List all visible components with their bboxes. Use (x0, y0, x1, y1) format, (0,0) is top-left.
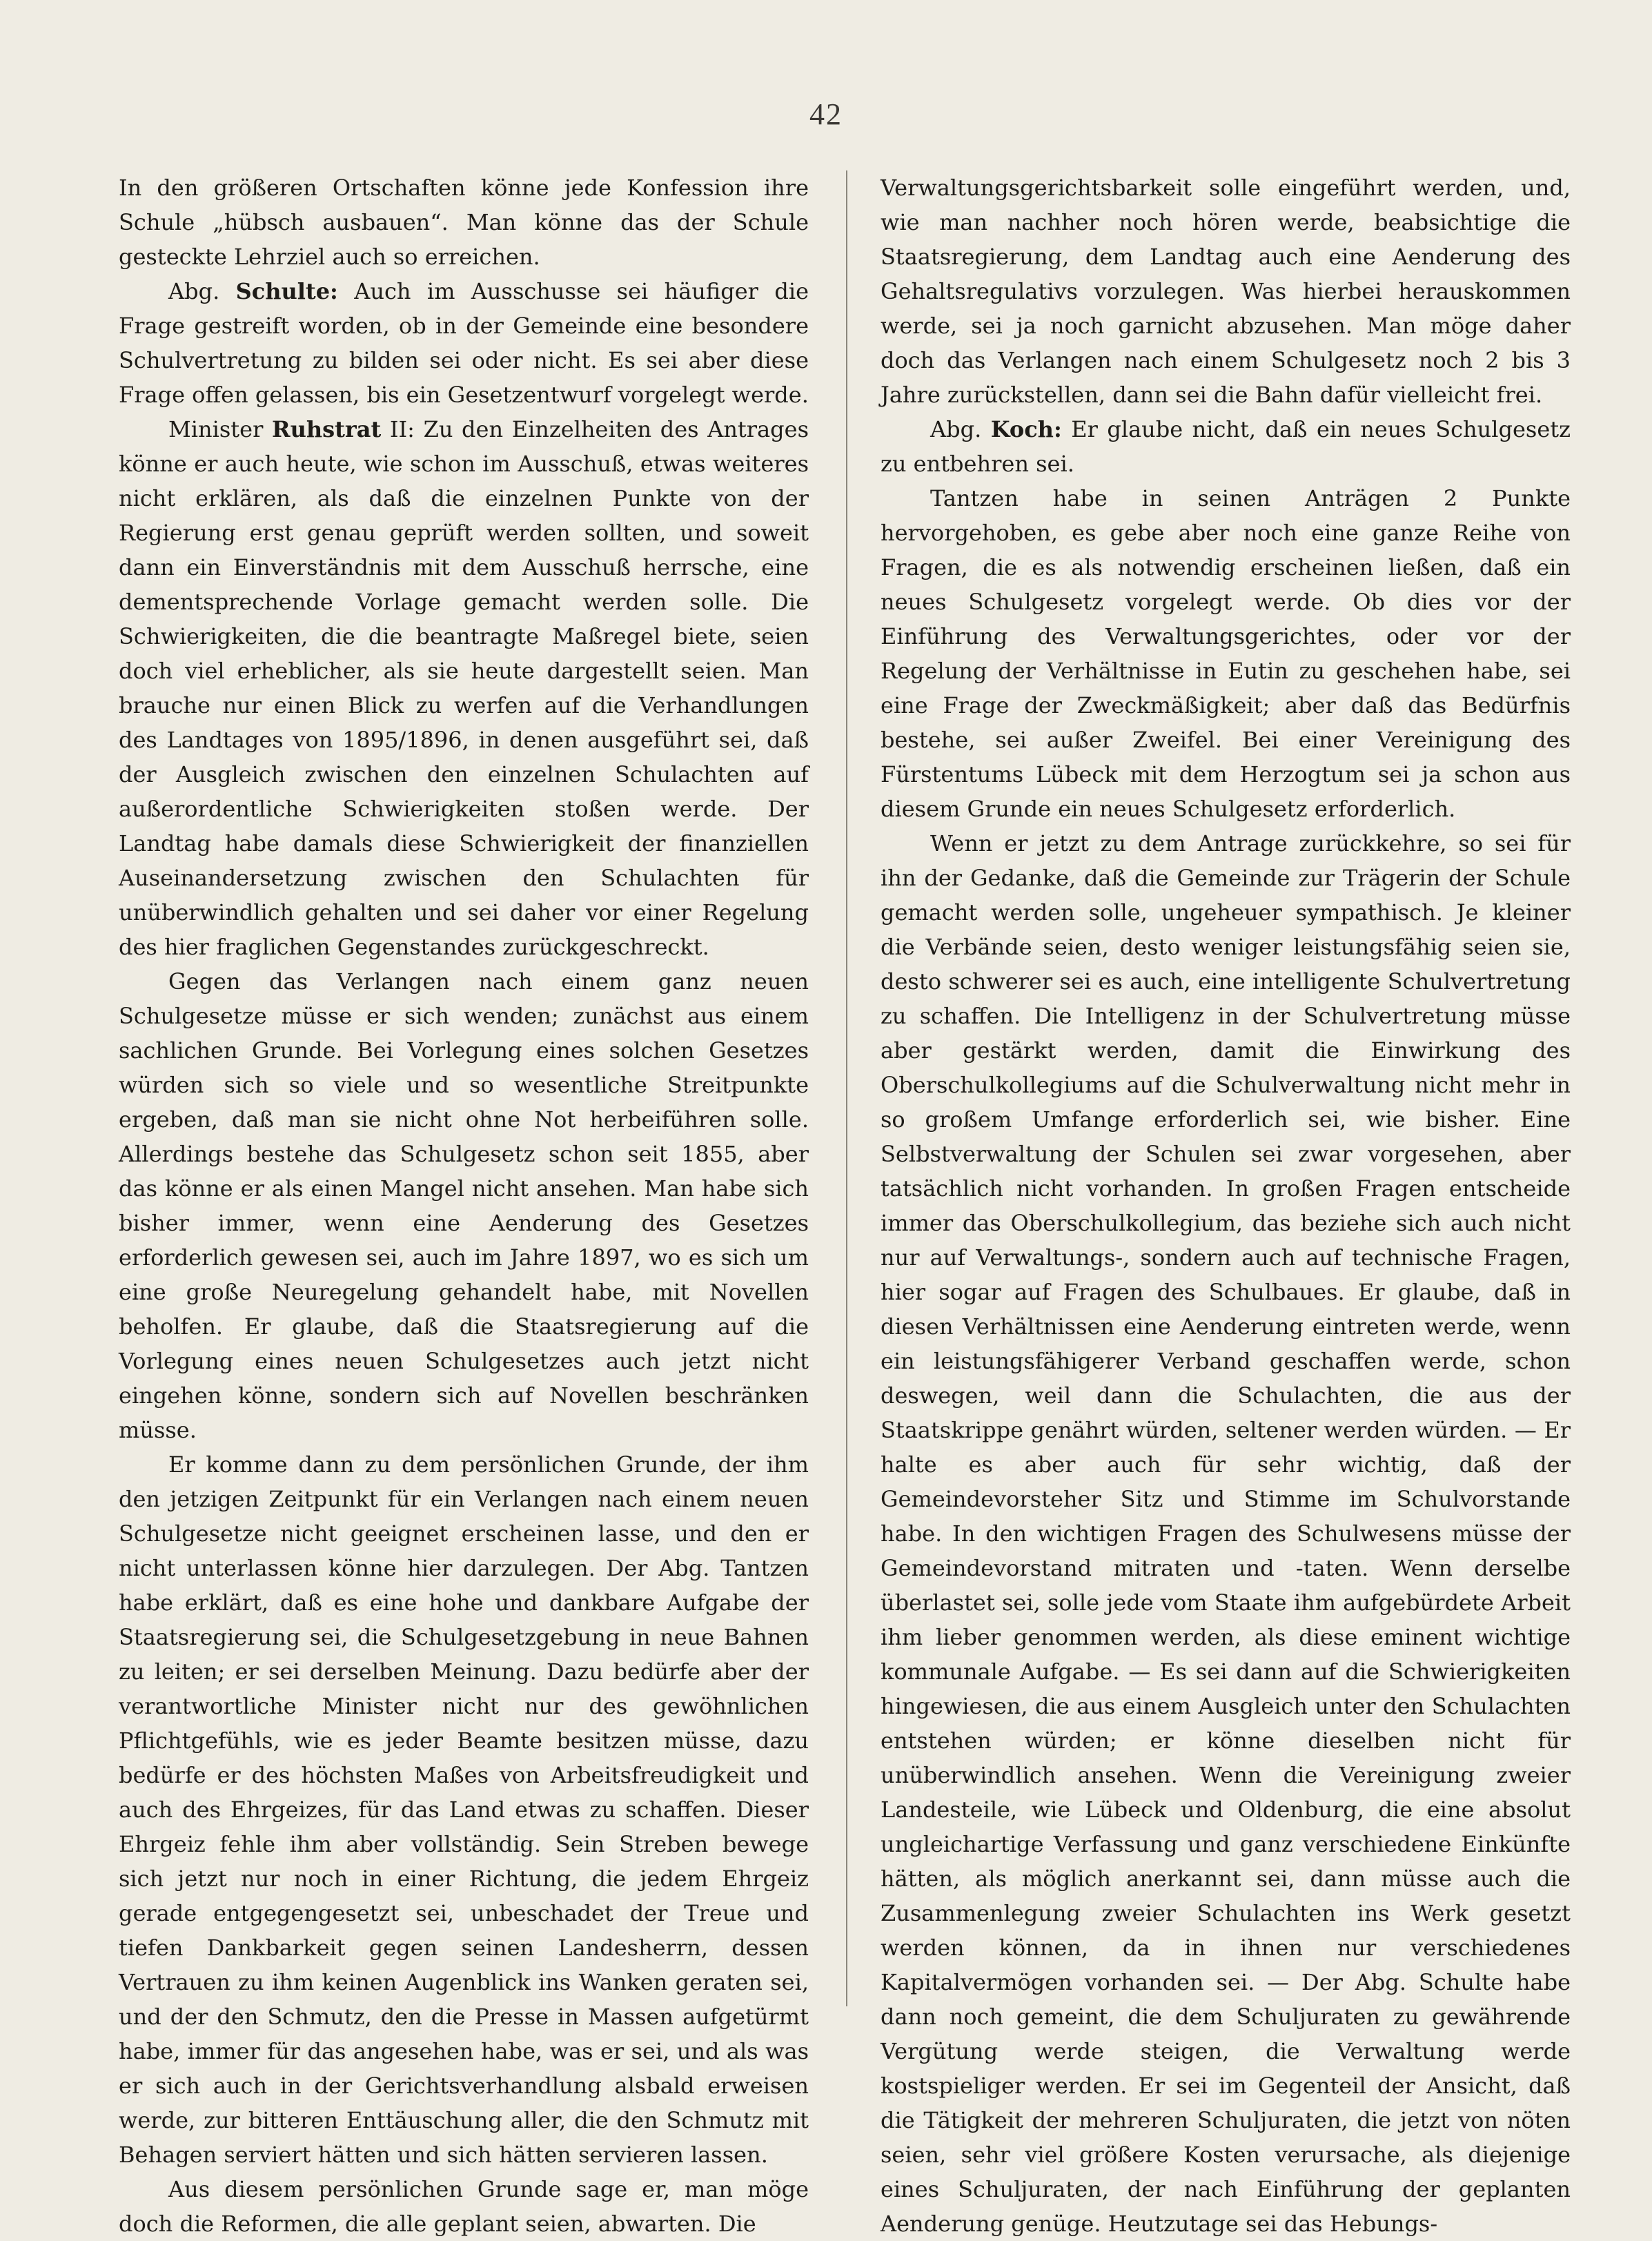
paragraph-text: Verwaltungsgerichtsbarkeit solle eingeführt werden, und, wie man nachher noch hören werde, beabsichtige die Staatsregierung, dem Landtag auch eine Aenderung des Gehaltsregulativs vorzulegen. Was hierbei herauskommen werde, sei ja noch garnicht abzusehen. Man möge daher doch das Verlangen nach einem Schulgesetz noch 2 bis 3 Jahre zurückstellen, dann sei die Bahn dafür vielleicht frei. (881, 175, 1571, 408)
paragraph (881, 826, 1571, 2241)
speaker-prefix: Abg. (168, 278, 236, 304)
speaker-name: Schulte: (235, 278, 338, 304)
speaker-prefix: Minister (168, 416, 272, 442)
column-divider (846, 170, 847, 2006)
right-column (881, 170, 1571, 2237)
paragraph-text: Gegen das Verlangen nach einem ganz neuen Schulgesetze müsse er sich wenden; zunächst aus einem sachlichen Grunde. Bei Vorlegung eines solchen Gesetzes würden sich so viele und so wesentliche Streitpunkte ergeben, daß man sie nicht ohne Not herbeiführen solle. Allerdings bestehe das Schulgesetz schon seit 1855, aber das könne er als einen Mangel nicht ansehen. Man habe sich bisher immer, wenn eine Aenderung des Gesetzes erforderlich gewesen sei, auch im Jahre 1897, wo es sich um eine große Neuregelung gehandelt habe, mit Novellen beholfen. Er glaube, daß die Staatsregierung auf die Vorlegung eines neuen Schulgesetzes auch jetzt nicht eingehen könne, sondern sich auf Novellen beschränken müsse. (119, 968, 809, 1443)
paragraph-text: Er glaube nicht, daß ein neues Schulgesetz zu entbehren sei. (881, 416, 1571, 477)
paragraph (119, 274, 809, 412)
paragraph-text: Wenn er jetzt zu dem Antrage zurückkehre, so sei für ihn der Gedanke, daß die Gemeinde zur Trägerin der Schule gemacht werden solle, ungeheuer sympathisch. Je kleiner die Verbände seien, desto weniger leistungsfähig seien sie, desto schwerer sei es auch, eine intelligente Schulvertretung zu schaffen. Die Intelligenz in der Schulvertretung müsse aber gestärkt werden, damit die Einwirkung des Oberschulkollegiums auf die Schulverwaltung nicht mehr in so großem Umfange erforderlich sei, wie bisher. Eine Selbstverwaltung der Schulen sei zwar vorgesehen, aber tatsächlich nicht vorhanden. In großen Fragen entscheide immer das Oberschulkollegium, das beziehe sich auch nicht nur auf Verwaltungs-, sondern auch auf technische Fragen, hier sogar auf Fragen des Schulbaues. Er glaube, daß in diesen Verhältnissen eine Aenderung eintreten werde, wenn ein leistungsfähigerer Verband geschaffen werde, schon deswegen, weil dann die Schulachten, die aus der Staatskrippe genährt würden, seltener werden würden. — Er halte es aber auch für sehr wichtig, daß der Gemeindevorsteher Sitz und Stimme im Schulvorstande habe. In den wichtigen Fragen des Schulwesens müsse der Gemeindevorstand mitraten und -taten. Wenn derselbe überlastet sei, solle jede vom Staate ihm aufgebürdete Arbeit ihm lieber genommen werden, als diese eminent wichtige kommunale Aufgabe. — Es sei dann auf die Schwierigkeiten hingewiesen, die aus einem Ausgleich unter den Schulachten entstehen würden; er könne dieselben nicht für unüberwindlich ansehen. Wenn die Vereinigung zweier Landesteile, wie Lübeck und Oldenburg, die eine absolut ungleichartige Verfassung und ganz verschiedene Einkünfte hätten, als möglich anerkannt sei, dann müsse auch die Zusammenlegung zweier Schulachten ins Werk gesetzt werden können, da in ihnen nur verschiedenes Kapitalvermögen vorhanden sei. — Der Abg. Schulte habe dann noch gemeint, die dem Schuljuraten zu gewährende Vergütung werde steigen, die Verwaltung werde kostspieliger werden. Er sei im Gegenteil der Ansicht, daß die Tätigkeit der mehreren Schuljuraten, die jetzt von nöten seien, sehr viel größere Kosten verursache, als diejenige eines Schuljuraten, der nach Einführung der geplanten Aenderung genüge. Heutzutage sei das Hebungs- (881, 830, 1571, 2237)
paragraph (119, 2172, 809, 2241)
paragraph-text: Tantzen habe in seinen Anträgen 2 Punkte hervorgehoben, es gebe aber noch eine ganze Reihe von Fragen, die es als notwendig erscheinen ließen, daß ein neues Schulgesetz vorgelegt werde. Ob dies vor der Einführung des Verwaltungsgerichtes, oder vor der Regelung der Verhältnisse in Eutin zu geschehen habe, sei eine Frage der Zweckmäßigkeit; aber daß das Bedürfnis bestehe, sei außer Zweifel. Bei einer Vereinigung des Fürstentums Lübeck mit dem Herzogtum sei ja schon aus diesem Grunde ein neues Schulgesetz erforderlich. (881, 485, 1571, 822)
speaker-name: Koch: (990, 416, 1062, 442)
paragraph (881, 481, 1571, 826)
paragraph (119, 412, 809, 964)
paragraph (119, 170, 809, 274)
paragraph-text: In den größeren Ortschaften könne jede Konfession ihre Schule „hübsch ausbauen“. Man könne das der Schule gesteckte Lehrziel auch so erreichen. (119, 175, 809, 270)
paragraph-text: II: Zu den Einzelheiten des Antrages könne er auch heute, wie schon im Ausschuß, etwas weiteres nicht erklären, als daß die einzelnen Punkte von der Regierung erst genau geprüft werden sollten, und soweit dann ein Einverständnis mit dem Ausschuß herrsche, eine dementsprechende Vorlage gemacht werden solle. Die Schwierigkeiten, die die beantragte Maßregel biete, seien doch viel erheblicher, als sie heute dargestellt seien. Man brauche nur einen Blick zu werfen auf die Verhandlungen des Landtages von 1895/1896, in denen ausgeführt sei, daß der Ausgleich zwischen den einzelnen Schulachten auf außerordentliche Schwierigkeiten stoßen werde. Der Landtag habe damals diese Schwierigkeit der finanziellen Auseinandersetzung zwischen den Schulachten für unüberwindlich gehalten und sei daher vor einer Regelung des hier fraglichen Gegenstandes zurückgeschreckt. (119, 416, 809, 960)
paragraph (119, 964, 809, 1447)
speaker-name: Ruhstrat (271, 416, 382, 442)
paragraph (881, 412, 1571, 481)
page-number: 42 (809, 97, 843, 131)
left-column (119, 170, 809, 2237)
paragraph-text: Er komme dann zu dem persönlichen Grunde, der ihm den jetzigen Zeitpunkt für ein Verlangen nach einem neuen Schulgesetze nicht geeignet erscheinen lasse, und den er nicht unterlassen könne hier darzulegen. Der Abg. Tantzen habe erklärt, daß es eine hohe und dankbare Aufgabe der Staatsregierung sei, die Schulgesetzgebung in neue Bahnen zu leiten; er sei derselben Meinung. Dazu bedürfe aber der verantwortliche Minister nicht nur des gewöhnlichen Pflichtgefühls, wie es jeder Beamte besitzen müsse, dazu bedürfe er des höchsten Maßes von Arbeitsfreudigkeit und auch des Ehrgeizes, für das Land etwas zu schaffen. Dieser Ehrgeiz fehle ihm aber vollständig. Sein Streben bewege sich jetzt nur noch in einer Richtung, die jedem Ehrgeiz gerade entgegengesetzt sei, unbeschadet der Treue und tiefen Dankbarkeit gegen seinen Landesherrn, dessen Vertrauen zu ihm keinen Augenblick ins Wanken geraten sei, und der den Schmutz, den die Presse in Massen aufgetürmt habe, immer für das angesehen habe, was er sei, und als was er sich auch in der Gerichtsverhandlung alsbald erweisen werde, zur bitteren Enttäuschung aller, die den Schmutz mit Behagen serviert hätten und sich hätten servieren lassen. (119, 1451, 809, 2168)
paragraph-text: Auch im Ausschusse sei häufiger die Frage gestreift worden, ob in der Gemeinde eine besondere Schulvertretung zu bilden sei oder nicht. Es sei aber diese Frage offen gelassen, bis ein Gesetzentwurf vorgelegt werde. (119, 278, 809, 408)
paragraph-text: Aus diesem persönlichen Grunde sage er, man möge doch die Reformen, die alle geplant seien, abwarten. Die (119, 2176, 809, 2237)
paragraph (881, 170, 1571, 412)
paragraph (119, 1447, 809, 2172)
speaker-prefix: Abg. (930, 416, 991, 442)
